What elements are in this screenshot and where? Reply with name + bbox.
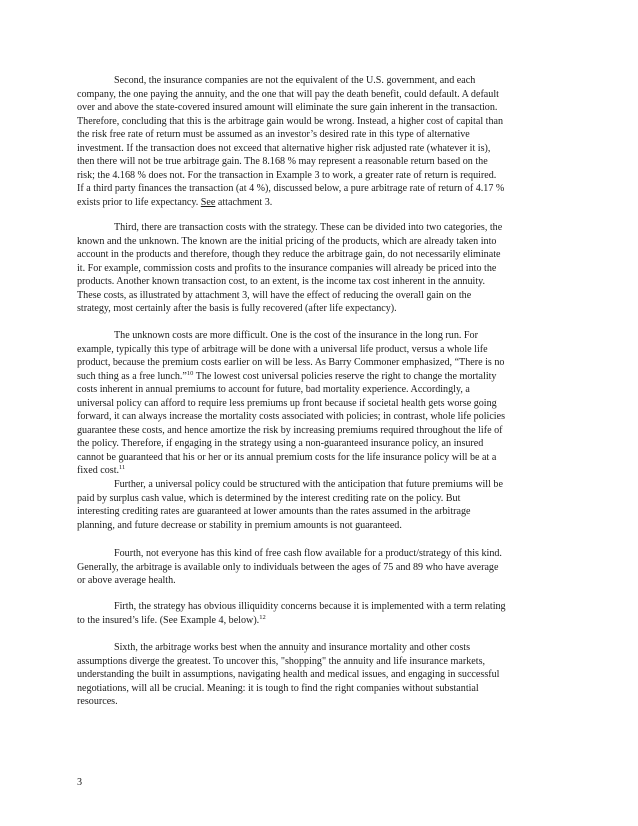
text-line (77, 370, 566, 384)
text-line (77, 196, 566, 210)
page-number: 3 (77, 777, 83, 788)
text-line: it. For example, commission costs and profits to the insurance companies will already be priced into the (77, 262, 497, 274)
text-line: then there will not be true arbitrage gain. The 8.168 % may represent a reasonable return based on the (77, 156, 488, 167)
text-line: known and the unknown. The known are the initial pricing of the products, which are already taken into (77, 235, 497, 247)
text-line: investment. If the transaction does not exceed that alternative higher risk adjusted rate (whatever it is), (77, 142, 491, 154)
text-line: Firth, the strategy has obvious illiquidity concerns because it is implemented with a term relating (114, 601, 506, 612)
text-line: The unknown costs are more difficult. One is the cost of the insurance in the long run. For (114, 330, 478, 341)
text-line: guarantee these costs, and hence amortize the risk by increasing premiums required throughout the life of (77, 424, 503, 436)
text-line: Further, a universal policy could be structured with the anticipation that future premiums will be (114, 479, 503, 490)
text-line: the risk free rate of return must be assumed as an investor’s desired rate in this type of alternative (77, 129, 470, 140)
text-line: company, the one paying the annuity, and the one that will pay the death benefit, could default. A default (77, 88, 499, 100)
text-line: products. Another known transaction cost, to an extent, is the income tax cost inherent in the annuity. (77, 276, 486, 287)
text-line: Therefore, concluding that this is the arbitrage gain would be wrong. Instead, a higher cost of capital than (77, 115, 504, 127)
text-line: planning, and future decrease or stability in premium amounts is not guaranteed. (77, 519, 402, 531)
text-line: example, typically this type of arbitrage will be done with a universal life product, versus a whole life (77, 343, 488, 355)
text-line: cannot be guaranteed that his or her or its annual premium costs for the life insurance policy will be at a (77, 451, 497, 463)
text-line: negotiations, will all be crucial. Meaning: it is tough to find the right companies without substantial (77, 682, 479, 694)
text-fragment: fixed cost. (77, 465, 120, 476)
footnote-ref: 10 (186, 369, 194, 377)
text-line: Fourth, not everyone has this kind of free cash flow available for a product/strategy of this kind. (114, 548, 502, 559)
text-line: Second, the insurance companies are not the equivalent of the U.S. government, and each (114, 75, 476, 86)
paragraph-fourth-point (77, 547, 566, 588)
footnote-ref: 11 (119, 464, 126, 471)
paragraph-universal-policy (77, 478, 566, 532)
text-line: costs inherent in annual premiums to account for future, bad mortality experience. Accordingly, a (77, 384, 470, 395)
text-fragment: exists prior to life expectancy. (77, 196, 201, 208)
text-line: risk; the 4.168 % does not. For the transaction in Example 3 to work, a greater rate of return is required. (77, 169, 497, 181)
text-line: account in the products and therefore, though they reduce the arbitrage gain, do not necessarily eliminate (77, 249, 501, 260)
text-line: or above average health. (77, 575, 176, 586)
footnote-ref: 12 (259, 613, 266, 621)
text-line: assumptions diverge the greatest. To uncover this, "shopping" the annuity and life insurance markets, (77, 655, 486, 667)
text-line: product, because the premium costs earlier on will be less. As Barry Commoner emphasized, “There is no (77, 357, 505, 368)
text-line: If a third party finances the transaction (at 4 %), discussed below, a pure arbitrage rate of return of 4.17 % (77, 183, 505, 194)
text-line: resources. (77, 696, 118, 707)
text-line (77, 614, 566, 628)
text-fragment: The lowest cost universal policies reserve the right to change the mortality (193, 370, 497, 382)
text-line (77, 464, 566, 478)
paragraph-second-point (77, 74, 566, 209)
text-fragment: such thing as a free lunch.” (77, 370, 187, 382)
text-line: interesting crediting rates are guaranteed at lower amounts than the rates assumed in the arbitrage (77, 506, 471, 517)
text-line: forward, it can always increase the mortality costs associated with policies; in contrast, whole life policies (77, 411, 506, 422)
text-fragment: attachment 3. (215, 196, 273, 208)
paragraph-third-point (77, 221, 566, 316)
paragraph-sixth-point (77, 641, 566, 709)
text-line: Generally, the arbitrage is available only to individuals between the ages of 75 and 89 who have average (77, 561, 499, 573)
text-line: paid by surplus cash value, which is determined by the interest crediting rate on the policy. But (77, 492, 461, 504)
text-fragment: to the insured’s life. (See Example 4, below). (77, 614, 260, 626)
see-reference: See (200, 196, 216, 208)
paragraph-unknown-costs (77, 329, 566, 478)
text-line: These costs, as illustrated by attachment 3, will have the effect of reducing the overall gain on the (77, 289, 472, 301)
text-line: Sixth, the arbitrage works best when the annuity and insurance mortality and other costs (114, 642, 470, 653)
text-line: the policy. Therefore, if engaging in the strategy using a non-guaranteed insurance policy, an insured (77, 438, 484, 449)
text-line: over and above the state-covered insured amount will eliminate the sure gain inherent in the transaction. (77, 102, 498, 113)
text-line: universal policy can afford to require less premiums up front because if societal health gets worse going (77, 397, 497, 409)
text-line: understanding the built in assumptions, navigating health and medical issues, and engaging in successful (77, 669, 500, 680)
text-line: strategy, most certainly after the basis is fully recovered (after life expectancy). (77, 303, 397, 314)
text-line: Third, there are transaction costs with the strategy. These can be divided into two categories, the (114, 222, 503, 233)
paragraph-fifth-point (77, 600, 566, 627)
